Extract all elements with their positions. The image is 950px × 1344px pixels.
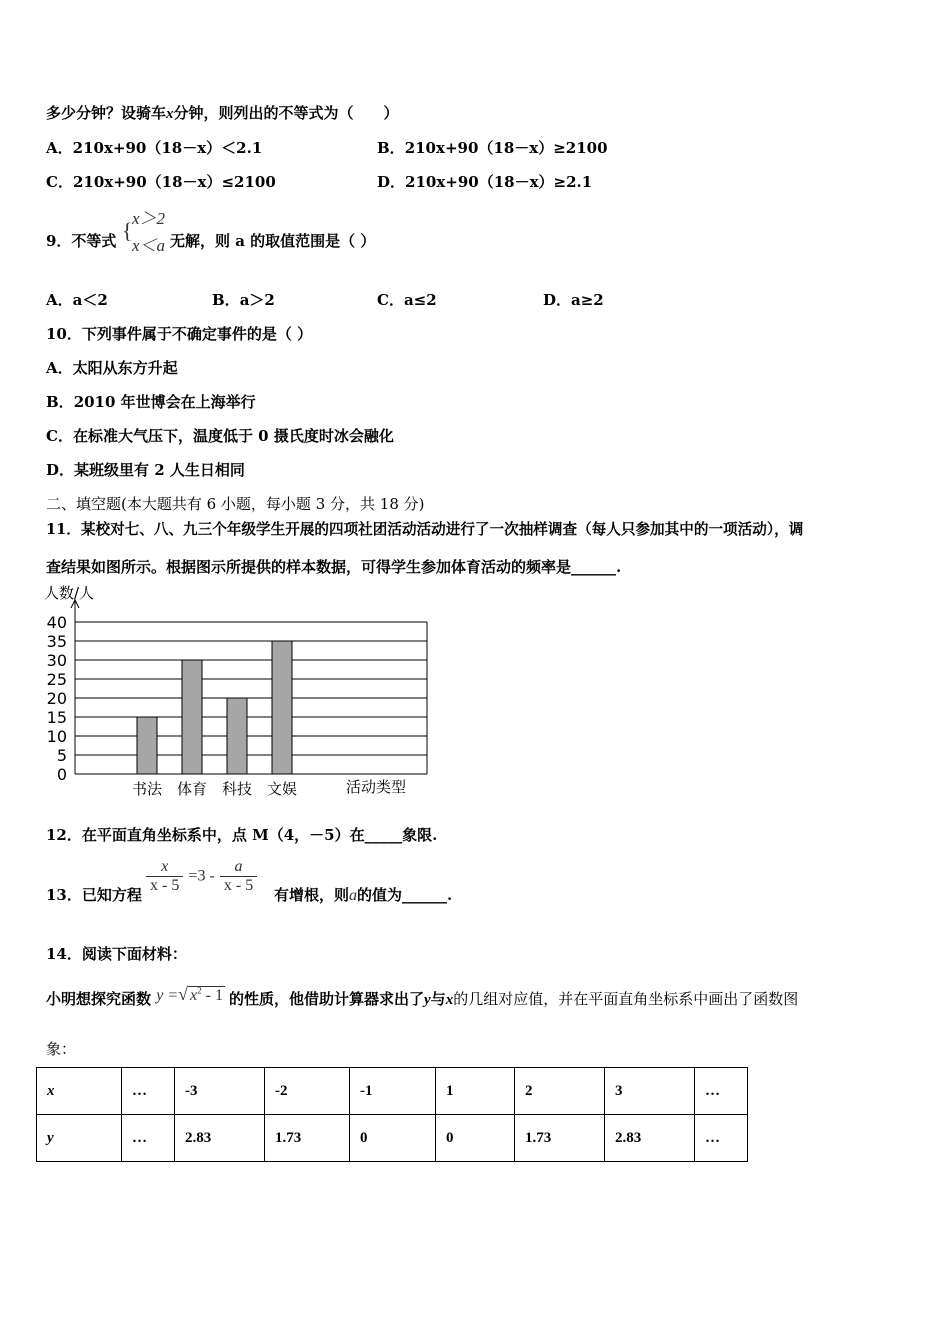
table-cell: 2 (515, 1068, 605, 1115)
table-cell: -3 (175, 1068, 265, 1115)
q9-option-b: B．a＞2 (212, 291, 275, 309)
table-cell: y (37, 1115, 122, 1162)
q10-option-b: B．2010 年世博会在上海举行 (46, 393, 256, 411)
q10-option-a: A．太阳从东方升起 (46, 359, 178, 377)
table-cell: 1.73 (515, 1115, 605, 1162)
bar (182, 660, 202, 774)
y-tick-label: 15 (46, 708, 67, 727)
table-cell: -1 (350, 1068, 436, 1115)
x-tick-label: 体育 (176, 780, 208, 798)
sqrt-icon: √ (178, 984, 189, 1004)
table-cell: 3 (605, 1068, 695, 1115)
table-row (37, 1115, 748, 1162)
q9-suffix: 无解，则 a 的取值范围是（ ） (170, 232, 376, 250)
bar (227, 698, 247, 774)
y-tick-label: 10 (46, 727, 67, 746)
table-cell: … (122, 1115, 175, 1162)
bar (137, 717, 157, 774)
q13-equation: $\frac{x}{x - 5}$ =3 - $\frac{a}{x - 5}$ (146, 858, 257, 895)
y-axis-label: 人数/人 (44, 584, 95, 602)
table-cell: … (695, 1115, 748, 1162)
function-formula: y =√ $x^2 - 1$ (156, 984, 223, 1004)
q13-prefix: 13．已知方程 (46, 886, 142, 904)
table-cell: 1 (436, 1068, 515, 1115)
q8-stem: 多少分钟？设骑车x分钟，则列出的不等式为（ ） (46, 104, 399, 122)
y-tick-label: 20 (46, 689, 67, 708)
var-x: x (166, 106, 174, 122)
y-tick-label: 35 (46, 632, 67, 651)
x-tick-label: 书法 (131, 780, 163, 798)
q9-option-d: D．a≥2 (543, 291, 604, 309)
bar (272, 641, 292, 774)
q8-option-a: A．210x+90（18－x）＜2.1 (46, 139, 263, 157)
bar-chart (40, 584, 440, 804)
q8-option-d: D．210x+90（18－x）≥2.1 (377, 173, 593, 191)
y-tick-label: 40 (46, 613, 67, 632)
q11-line1: 11．某校对七、八、九三个年级学生开展的四项社团活动活动进行了一次抽样调查（每人只参加其中的一项活动），调 (46, 521, 804, 538)
table-cell: 0 (350, 1115, 436, 1162)
q10-stem: 10．下列事件属于不确定事件的是（ ） (46, 325, 313, 343)
x-tick-label: 文娱 (266, 780, 298, 798)
q13-suffix: 有增根，则a的值为______. (274, 886, 453, 904)
x-axis-label: 活动类型 (346, 778, 407, 796)
q9-option-a: A．a＜2 (46, 291, 108, 309)
q12-stem: 12．在平面直角坐标系中，点 M（4，－5）在_____象限. (46, 826, 438, 844)
y-tick-label: 5 (56, 746, 67, 765)
y-tick-label: 25 (46, 670, 67, 689)
value-table (36, 1067, 748, 1162)
y-tick-label: 0 (56, 765, 67, 784)
table-cell: -2 (265, 1068, 350, 1115)
q14-line1: 小明想探究函数 y =√ $x^2 - 1$ 的性质，他借助计算器求出了y与x的几组对应值，并在平面直角坐标系中画出了函数图 (46, 984, 799, 1008)
q8-option-c: C．210x+90（18－x）≤2100 (46, 173, 276, 191)
q11-line2: 查结果如图所示。根据图示所提供的样本数据，可得学生参加体育活动的频率是______. (46, 558, 622, 576)
q14-title: 14．阅读下面材料： (46, 945, 187, 963)
table-cell: 2.83 (175, 1115, 265, 1162)
q10-option-d: D．某班级里有 2 人生日相同 (46, 461, 245, 479)
table-cell: 2.83 (605, 1115, 695, 1162)
q9-prefix: 9．不等式 (46, 232, 117, 250)
x-tick-label: 科技 (221, 780, 253, 798)
q14-line2: 象： (46, 1040, 77, 1058)
table-cell: 0 (436, 1115, 515, 1162)
table-cell: x (37, 1068, 122, 1115)
section-heading: 二、填空题(本大题共有 6 小题，每小题 3 分，共 18 分) (46, 495, 425, 513)
q9-option-c: C．a≤2 (377, 291, 437, 309)
fraction-1: $\frac{x}{x - 5}$ (146, 858, 183, 895)
brace-icon: { (122, 218, 133, 243)
table-row (37, 1068, 748, 1115)
q8-option-b: B．210x+90（18－x）≥2100 (377, 139, 608, 157)
fraction-2: $\frac{a}{x - 5}$ (220, 858, 257, 895)
table-cell: … (122, 1068, 175, 1115)
y-tick-label: 30 (46, 651, 67, 670)
table-cell: 1.73 (265, 1115, 350, 1162)
table-cell: … (695, 1068, 748, 1115)
q10-option-c: C．在标准大气压下，温度低于 0 摄氏度时冰会融化 (46, 427, 394, 445)
